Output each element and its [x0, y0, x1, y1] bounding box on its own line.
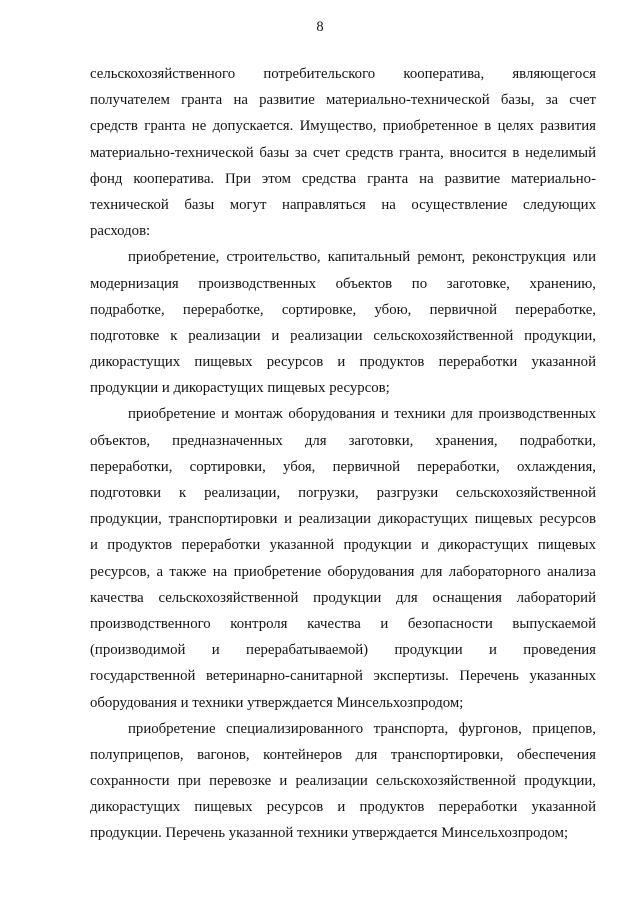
text-line: технической базы могут направляться на осуществление следующих [90, 196, 596, 213]
text-line: качества сельскохозяйственной продукции для оснащения лабораторий [90, 589, 596, 606]
text-line: модернизация производственных объектов по заготовке, хранению, [90, 275, 596, 292]
text-line: подработке, переработке, сортировке, убою, первичной переработке, [90, 301, 596, 318]
text-line: оборудования и техники утверждается Минсельхозпродом; [90, 694, 464, 711]
text-line: производственного контроля качества и безопасности выпускаемой [90, 615, 596, 632]
text-line: продукции и дикорастущих пищевых ресурсов; [90, 380, 390, 397]
paragraph-acquisition-construction [90, 244, 596, 401]
text-line: дикорастущих пищевых ресурсов и продуктов переработки указанной [90, 354, 596, 371]
text-line: и продуктов переработки указанной продукции и дикорастущих пищевых [90, 537, 596, 554]
paragraph-equipment [90, 401, 596, 715]
text-line: средств гранта не допускается. Имущество, приобретенное в целях развития [90, 118, 596, 135]
page-number: 8 [316, 19, 324, 35]
text-line: сельскохозяйственного потребительского кооператива, являющегося [90, 66, 596, 82]
text-line: подготовке к реализации и реализации сельскохозяйственной продукции, [90, 327, 596, 344]
text-line: получателем гранта на развитие материально-технической базы, за счет [90, 92, 596, 109]
paragraph-transport [90, 716, 596, 847]
text-line: объектов, предназначенных для заготовки, хранения, подработки, [90, 432, 596, 449]
text-line: дикорастущих пищевых ресурсов и продуктов переработки указанной [90, 799, 596, 816]
text-line: материально-технической базы за счет средств гранта, вносится в неделимый [90, 144, 596, 161]
text-line: приобретение специализированного транспорта, фургонов, прицепов, [128, 720, 596, 737]
text-line: подготовки к реализации, погрузки, разгрузки сельскохозяйственной [90, 485, 596, 501]
text-line: ресурсов, а также на приобретение оборудования для лабораторного анализа [90, 563, 596, 580]
text-line: полуприцепов, вагонов, контейнеров для транспортировки, обеспечения [90, 746, 596, 763]
text-line: сохранности при перевозке и реализации сельскохозяйственной продукции, [90, 773, 596, 790]
text-line: продукции. Перечень указанной техники утверждается Минсельхозпродом; [90, 825, 569, 842]
text-line: (производимой и перерабатываемой) продукции и проведения [90, 642, 596, 659]
document-body [90, 61, 596, 847]
text-line: государственной ветеринарно-санитарной экспертизы. Перечень указанных [90, 668, 596, 685]
text-line: фонд кооператива. При этом средства гранта на развитие материально- [90, 170, 596, 187]
text-line: переработки, сортировки, убоя, первичной переработки, охлаждения, [90, 458, 596, 475]
text-line: приобретение и монтаж оборудования и техники для производственных [128, 406, 596, 423]
text-line: расходов: [90, 223, 151, 240]
text-line: продукции, транспортировки и реализации дикорастущих пищевых ресурсов [90, 511, 596, 528]
paragraph-grant-restrictions [90, 61, 596, 244]
text-line: приобретение, строительство, капитальный ремонт, реконструкция или [128, 249, 596, 266]
